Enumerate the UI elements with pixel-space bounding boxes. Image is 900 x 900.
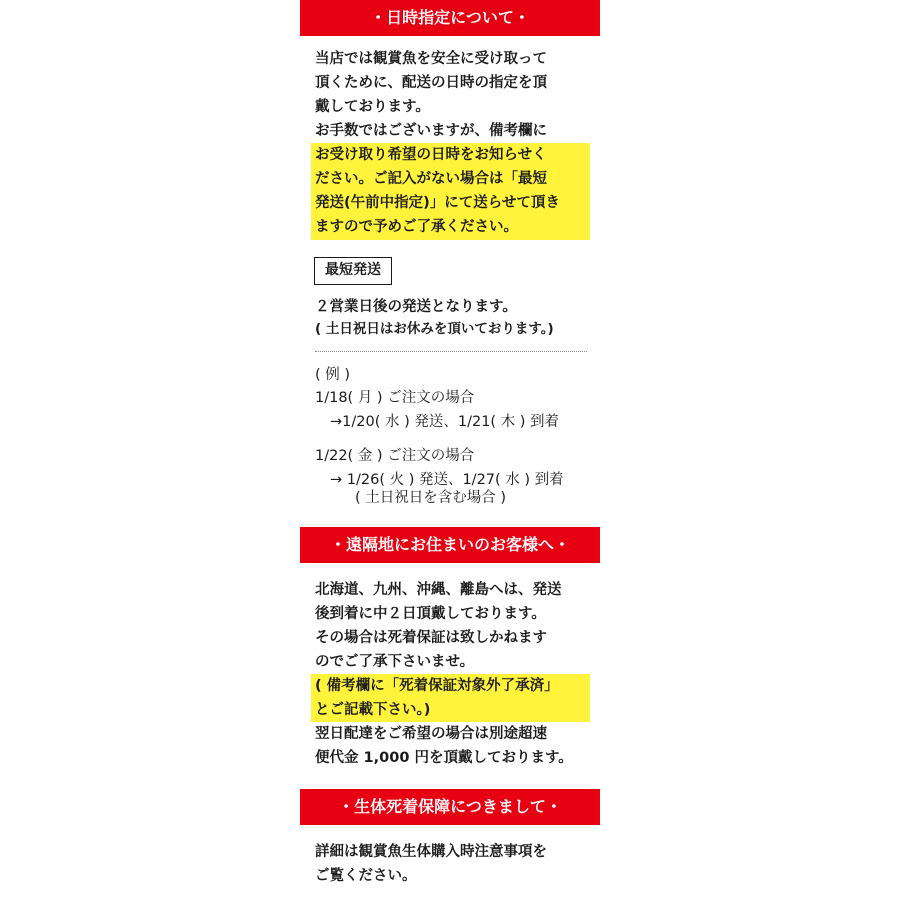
intro-line-4: お手数ではございますが、備考欄に [315,123,547,139]
intro-line-3: 戴しております。 [315,99,430,115]
section-header-remote-areas: ・遠隔地にお住まいのお客様へ・ [300,527,600,563]
express-line-2: 便代金 1,000 円を頂戴しております。 [315,750,573,766]
highlight-line-1: お受け取り希望の日時をお知らせく [315,147,547,163]
example1-result: →1/20( 水 ) 発送、1/21( 木 ) 到着 [330,414,560,430]
highlight-line-2: ださい。ご記入がない場合は「最短 [315,171,547,187]
remote-highlight-line-2: とご記載下さい。) [315,702,431,718]
express-line-1: 翌日配達をご希望の場合は別途超速 [315,726,547,742]
guarantee-line-1: 詳細は観賞魚生体購入時注意事項を [315,844,547,860]
example-label: ( 例 ) [315,367,351,383]
dotted-divider [315,351,587,352]
section-header-live-arrival: ・生体死着保障につきまして・ [300,789,600,825]
example2-order: 1/22( 金 ) ご注文の場合 [315,448,475,464]
highlight-line-4: ますので予めご了承ください。 [315,219,518,235]
example2-result: → 1/26( 火 ) 発送、1/27( 水 ) 到着 [330,472,564,488]
remote-line-2: 後到着に中２日頂戴しております。 [315,606,546,622]
example2-note: ( 土日祝日を含む場合 ) [355,490,507,506]
section-header-date-time: ・日時指定について・ [300,0,600,36]
fastest-shipping-label: 最短発送 [314,257,392,285]
guarantee-line-2: ご覧ください。 [315,868,417,884]
remote-highlight-line-1: ( 備考欄に「死着保証対象外了承済」 [315,678,559,694]
holiday-note: ( 土日祝日はお休みを頂いております。) [315,321,554,337]
remote-line-3: その場合は死着保証は致しかねます [315,630,547,646]
shipping-note: ２営業日後の発送となります。 [315,299,517,315]
highlight-line-3: 発送(午前中指定)」にて送らせて頂き [315,195,560,211]
intro-line-2: 頂くために、配送の日時の指定を頂 [315,75,547,91]
remote-line-1: 北海道、九州、沖縄、離島へは、発送 [315,582,562,598]
remote-line-4: のでご了承下さいませ。 [315,654,475,670]
intro-line-1: 当店では観賞魚を安全に受け取って [315,51,547,67]
example1-order: 1/18( 月 ) ご注文の場合 [315,390,475,406]
